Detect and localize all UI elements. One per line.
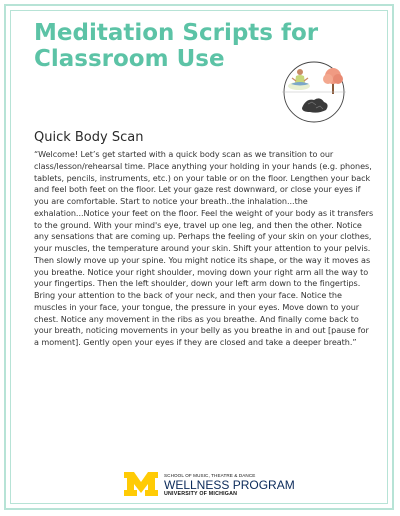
footer-university-name: UNIVERSITY OF MICHIGAN: [164, 491, 238, 497]
footer-text: [164, 473, 295, 497]
section-heading: Quick Body Scan: [34, 130, 144, 145]
footer-program-name: WELLNESS PROGRAM: [164, 478, 295, 492]
script-body-text: “Welcome! Let’s get started with a quick body scan as we transition to our class/lesson/rehearsal time. Place anything your holding in your hands (e.g. phones, tablets, pencils, instruments, etc.) on your table or on the floor. Lengthen your back and feel both feet on the floor. Let your gaze rest downward, or close your eyes if you are comfortable. Start to notice your breath..the inhalation...the exhalation...Notice your feet on the floor. Feel the weight of your body as it transfers to the ground. With your mind's eye, travel up one leg, and then the other. Notice any sensations that are coming up. Perhaps the feeling of your skin on your clothes, your muscles, the temperature around your skin. Shift your attention to your pelvis. Then slowly move up your spine. You might notice its shape, or the way it moves as you breathe. Notice your right shoulder, moving down your right arm all the way to your fingertips. Then the left shoulder, down your left arm down to the fingertips. Bring your attention to the back of your neck, and then your face. Notice the muscles in your face, your tongue, the pressure in your eyes. Move down to your chest. Notice any movement in the ribs as you breathe. And finally come back to your breath, noticing movements in your belly as you breathe in and out [pause for a moment]. Gently open your eyes if they are closed and take a deeper breath.”: [34, 149, 374, 347]
block-m-logo-icon: [124, 472, 158, 501]
footer-logo: [124, 470, 304, 500]
title-line-2: Classroom Use: [34, 46, 225, 72]
meditation-illustration-icon: [272, 56, 360, 126]
footer-school-name: SCHOOL OF MUSIC, THEATRE & DANCE: [164, 473, 256, 478]
title-line-1: Meditation Scripts for: [34, 20, 319, 46]
